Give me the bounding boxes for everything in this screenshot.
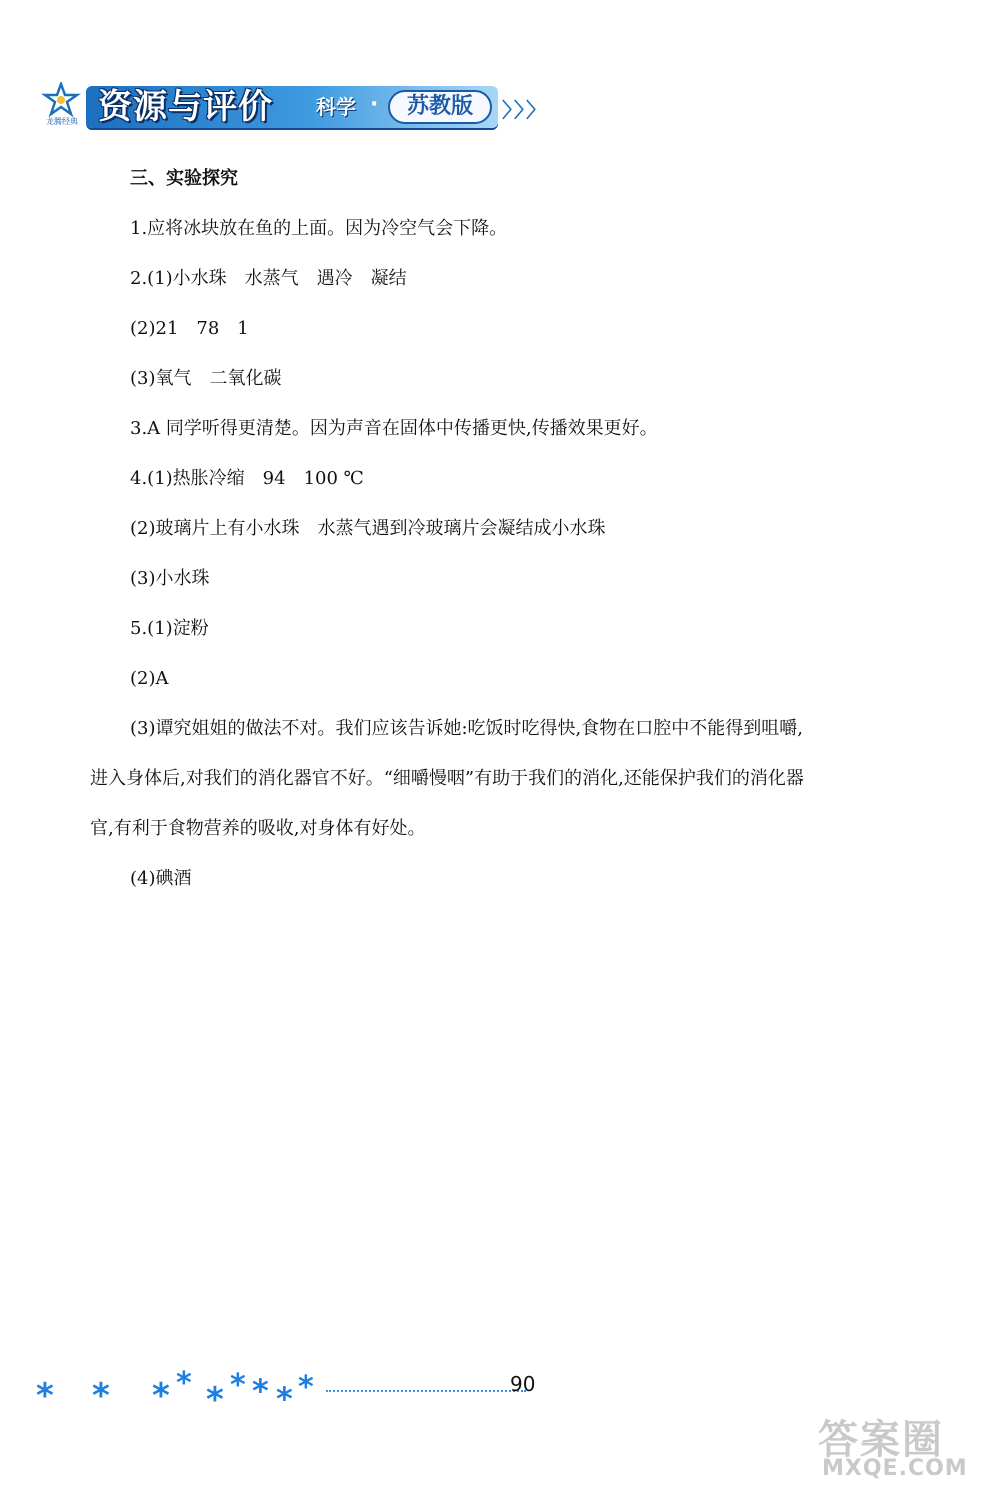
answer-line: (2)21 78 1 <box>130 318 249 339</box>
logo-caption: 龙腾经典 <box>46 117 78 126</box>
star-decoration-icon: * <box>152 1376 170 1416</box>
brand-title: 资源与评价 <box>98 87 273 127</box>
chevron-right-icon: 〉〉〉 <box>502 98 548 122</box>
answer-line: 2.(1)小水珠 水蒸气 遇冷 凝结 <box>130 268 407 289</box>
star-decoration-icon: * <box>230 1368 246 1403</box>
page-footer <box>30 1368 630 1418</box>
answer-paragraph-line: (3)谭究姐姐的做法不对。我们应该告诉她:吃饭时吃得快,食物在口腔中不能得到咀嚼, <box>130 718 804 739</box>
answer-line: 3.A 同学听得更清楚。因为声音在固体中传播更快,传播效果更好。 <box>130 418 658 439</box>
star-decoration-icon: * <box>298 1370 314 1405</box>
answer-paragraph-line: 官,有利于食物营养的吸收,对身体有好处。 <box>90 818 426 839</box>
header-separator: · <box>370 92 379 117</box>
page-number: 90 <box>510 1372 536 1396</box>
book-header <box>40 78 548 136</box>
dotted-leader <box>326 1390 526 1392</box>
watermark-logo: 答案圈 <box>818 1417 944 1463</box>
answer-line: 4.(1)热胀冷缩 94 100 ℃ <box>130 468 364 489</box>
star-decoration-icon: * <box>276 1380 293 1418</box>
answer-line: 5.(1)淀粉 <box>130 618 209 639</box>
answer-line: (3)小水珠 <box>130 568 210 589</box>
answer-content <box>90 164 970 914</box>
section-title: 三、实验探究 <box>130 168 238 189</box>
star-decoration-icon: * <box>92 1376 110 1416</box>
answer-line: (2)A <box>130 668 169 689</box>
watermark <box>818 1408 988 1482</box>
star-decoration-icon: * <box>176 1366 192 1401</box>
star-decoration-icon: * <box>36 1376 54 1416</box>
watermark-url: MXQE.COM <box>822 1456 968 1481</box>
answer-line: (3)氧气 二氧化碳 <box>130 368 282 389</box>
answer-paragraph-line: 进入身体后,对我们的消化器官不好。“细嚼慢咽”有助于我们的消化,还能保护我们的消化器 <box>90 768 804 789</box>
star-decoration-icon: * <box>252 1372 269 1410</box>
answer-line: (2)玻璃片上有小水珠 水蒸气遇到冷玻璃片会凝结成小水珠 <box>130 518 606 539</box>
answer-line: 1.应将冰块放在鱼的上面。因为冷空气会下降。 <box>130 218 508 239</box>
subject-label: 科学 <box>316 95 356 119</box>
edition-badge: 苏教版 <box>388 90 492 124</box>
answer-line: (4)碘酒 <box>130 868 192 889</box>
star-decoration-icon: * <box>206 1380 224 1420</box>
